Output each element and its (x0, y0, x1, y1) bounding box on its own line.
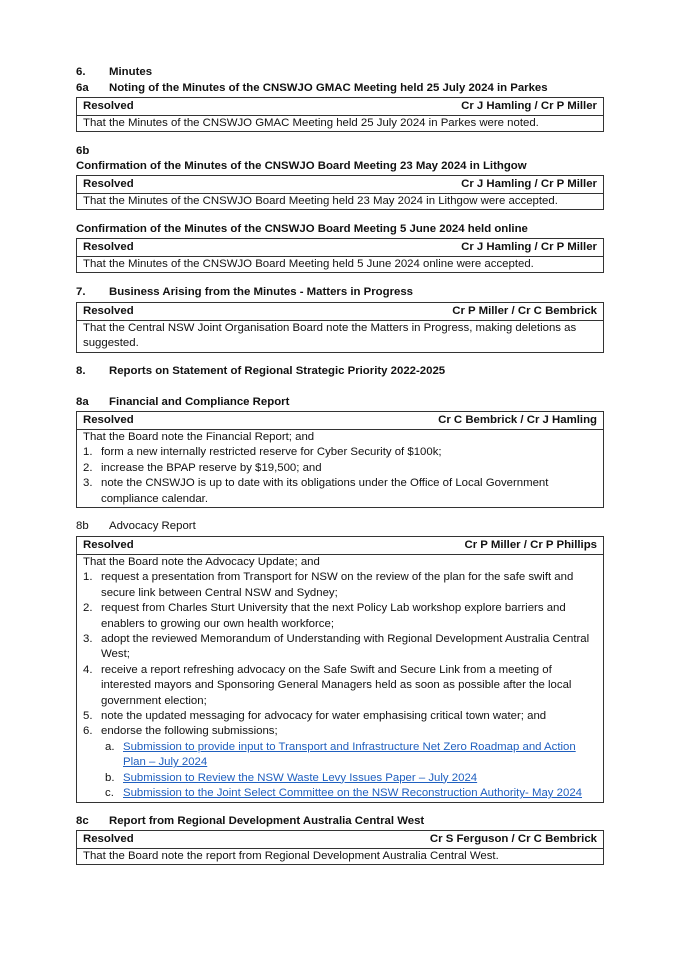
heading-title: Business Arising from the Minutes - Matters in Progress (109, 286, 414, 298)
list-marker: c. (105, 787, 114, 800)
list-marker: 5. (83, 710, 93, 723)
heading-number: 8b (76, 520, 89, 532)
heading-title: Reports on Statement of Regional Strategic Priority 2022-2025 (109, 365, 446, 377)
list-item (83, 724, 597, 739)
list-marker: 6. (83, 725, 93, 738)
list-item (83, 445, 597, 460)
heading-6b-title-1 (76, 160, 527, 172)
list-marker: a. (105, 740, 115, 753)
list-marker: 4. (83, 663, 93, 676)
list-marker: 1. (83, 571, 93, 584)
resolution-table-7 (76, 302, 604, 353)
resolution-table-6a (76, 97, 604, 132)
resolution-header (77, 98, 603, 116)
resolution-intro: That the Board note the Advocacy Update; and (83, 556, 320, 568)
resolution-table-8b (76, 536, 604, 803)
resolved-label: Resolved (83, 241, 134, 253)
heading-8b (76, 520, 196, 532)
resolution-header (77, 537, 603, 555)
heading-number: 8a (76, 396, 89, 408)
heading-title: Noting of the Minutes of the CNSWJO GMAC Meeting held 25 July 2024 in Parkes (109, 82, 548, 94)
heading-8a (76, 396, 289, 408)
resolution-table-8a (76, 411, 604, 508)
heading-6b (76, 145, 89, 157)
list-item (83, 663, 597, 709)
movers: Cr S Ferguson / Cr C Bembrick (429, 833, 597, 845)
resolution-header (77, 412, 603, 430)
resolved-label: Resolved (83, 414, 134, 426)
resolution-text: That the Minutes of the CNSWJO GMAC Meeting held 25 July 2024 in Parkes were noted. (83, 117, 539, 129)
list-item (83, 570, 597, 601)
heading-7 (76, 286, 413, 298)
resolution-table-6b-2 (76, 238, 604, 273)
heading-8 (76, 365, 445, 377)
resolved-label: Resolved (83, 305, 134, 317)
list-item (83, 461, 597, 476)
submission-item (83, 771, 597, 786)
list-item-text: receive a report refreshing advocacy on the Safe Swift and Secure Link from a meeting of interested mayors and Sponsoring General Managers held as soon as possible after the local government election; (101, 663, 572, 707)
resolved-label: Resolved (83, 833, 134, 845)
resolution-header (77, 176, 603, 194)
movers: Cr J Hamling / Cr P Miller (461, 100, 597, 112)
list-item (83, 709, 597, 724)
resolution-header (77, 303, 603, 321)
list-item (83, 601, 597, 632)
heading-number: 7. (76, 286, 86, 298)
resolved-label: Resolved (83, 539, 134, 551)
resolution-text: That the Board note the report from Regional Development Australia Central West. (83, 850, 499, 862)
submission-item (83, 740, 597, 771)
list-item-text: form a new internally restricted reserve for Cyber Security of $100k; (101, 446, 442, 459)
movers: Cr P Miller / Cr P Phillips (464, 539, 597, 551)
heading-title: Confirmation of the Minutes of the CNSWJO Board Meeting 23 May 2024 in Lithgow (76, 160, 527, 172)
movers: Cr J Hamling / Cr P Miller (461, 241, 597, 253)
list-marker: 2. (83, 461, 93, 474)
resolved-label: Resolved (83, 100, 134, 112)
movers: Cr J Hamling / Cr P Miller (461, 178, 597, 190)
resolved-label: Resolved (83, 178, 134, 190)
list-marker: b. (105, 771, 115, 784)
movers: Cr C Bembrick / Cr J Hamling (438, 414, 597, 426)
movers: Cr P Miller / Cr C Bembrick (452, 305, 597, 317)
heading-number: 6a (76, 82, 89, 94)
submission-link[interactable]: Submission to the Joint Select Committee on the NSW Reconstruction Authority- May 2024 (123, 787, 583, 800)
list-item-text: note the updated messaging for advocacy for water emphasising critical town water; and (101, 710, 547, 723)
heading-6a (76, 82, 548, 94)
list-marker: 1. (83, 446, 93, 459)
resolution-table-6b-1 (76, 175, 604, 210)
submission-link[interactable]: Submission to Review the NSW Waste Levy Issues Paper – July 2024 (123, 771, 478, 784)
heading-number: 6b (76, 145, 90, 157)
heading-number: 6. (76, 66, 86, 78)
heading-title: Confirmation of the Minutes of the CNSWJO Board Meeting 5 June 2024 held online (76, 223, 528, 235)
list-item-text: adopt the reviewed Memorandum of Understanding with Regional Development Australia Central West; (101, 633, 590, 661)
list-item-text: request from Charles Sturt University that the next Policy Lab workshop explore barriers and enablers to growing our own health workforce; (101, 602, 566, 630)
list-item-text: note the CNSWJO is up to date with its obligations under the Office of Local Government compliance calendar. (101, 477, 549, 505)
list-item-text: endorse the following submissions; (101, 725, 278, 738)
resolution-header (77, 239, 603, 257)
heading-number: 8c (76, 815, 89, 827)
list-item-text: request a presentation from Transport for NSW on the review of the plan for the safe swift and secure link between Central NSW and Sydney; (101, 571, 574, 599)
heading-6 (76, 66, 152, 78)
list-marker: 2. (83, 602, 93, 615)
heading-title: Minutes (109, 66, 153, 78)
heading-title: Advocacy Report (109, 520, 196, 532)
resolution-text: That the Minutes of the CNSWJO Board Meeting held 23 May 2024 in Lithgow were accepted. (83, 195, 558, 207)
list-marker: 3. (83, 477, 93, 490)
submission-item (83, 786, 597, 801)
resolution-text: That the Central NSW Joint Organisation Board note the Matters in Progress, making deletions as suggested. (83, 322, 577, 350)
heading-number: 8. (76, 365, 86, 377)
resolution-header (77, 831, 603, 849)
resolution-intro: That the Board note the Financial Report; and (83, 431, 315, 443)
list-item (83, 632, 597, 663)
resolution-text: That the Minutes of the CNSWJO Board Meeting held 5 June 2024 online were accepted. (83, 258, 534, 270)
heading-8c (76, 815, 424, 827)
heading-6b-title-2 (76, 223, 528, 235)
list-marker: 3. (83, 633, 93, 646)
list-item-text: increase the BPAP reserve by $19,500; and (101, 461, 322, 474)
resolution-table-8c (76, 830, 604, 865)
heading-title: Financial and Compliance Report (109, 396, 290, 408)
heading-title: Report from Regional Development Australia Central West (109, 815, 425, 827)
submission-link[interactable]: Submission to provide input to Transport and Infrastructure Net Zero Roadmap and Action Plan – July 2024 (123, 740, 576, 769)
list-item (83, 476, 597, 507)
